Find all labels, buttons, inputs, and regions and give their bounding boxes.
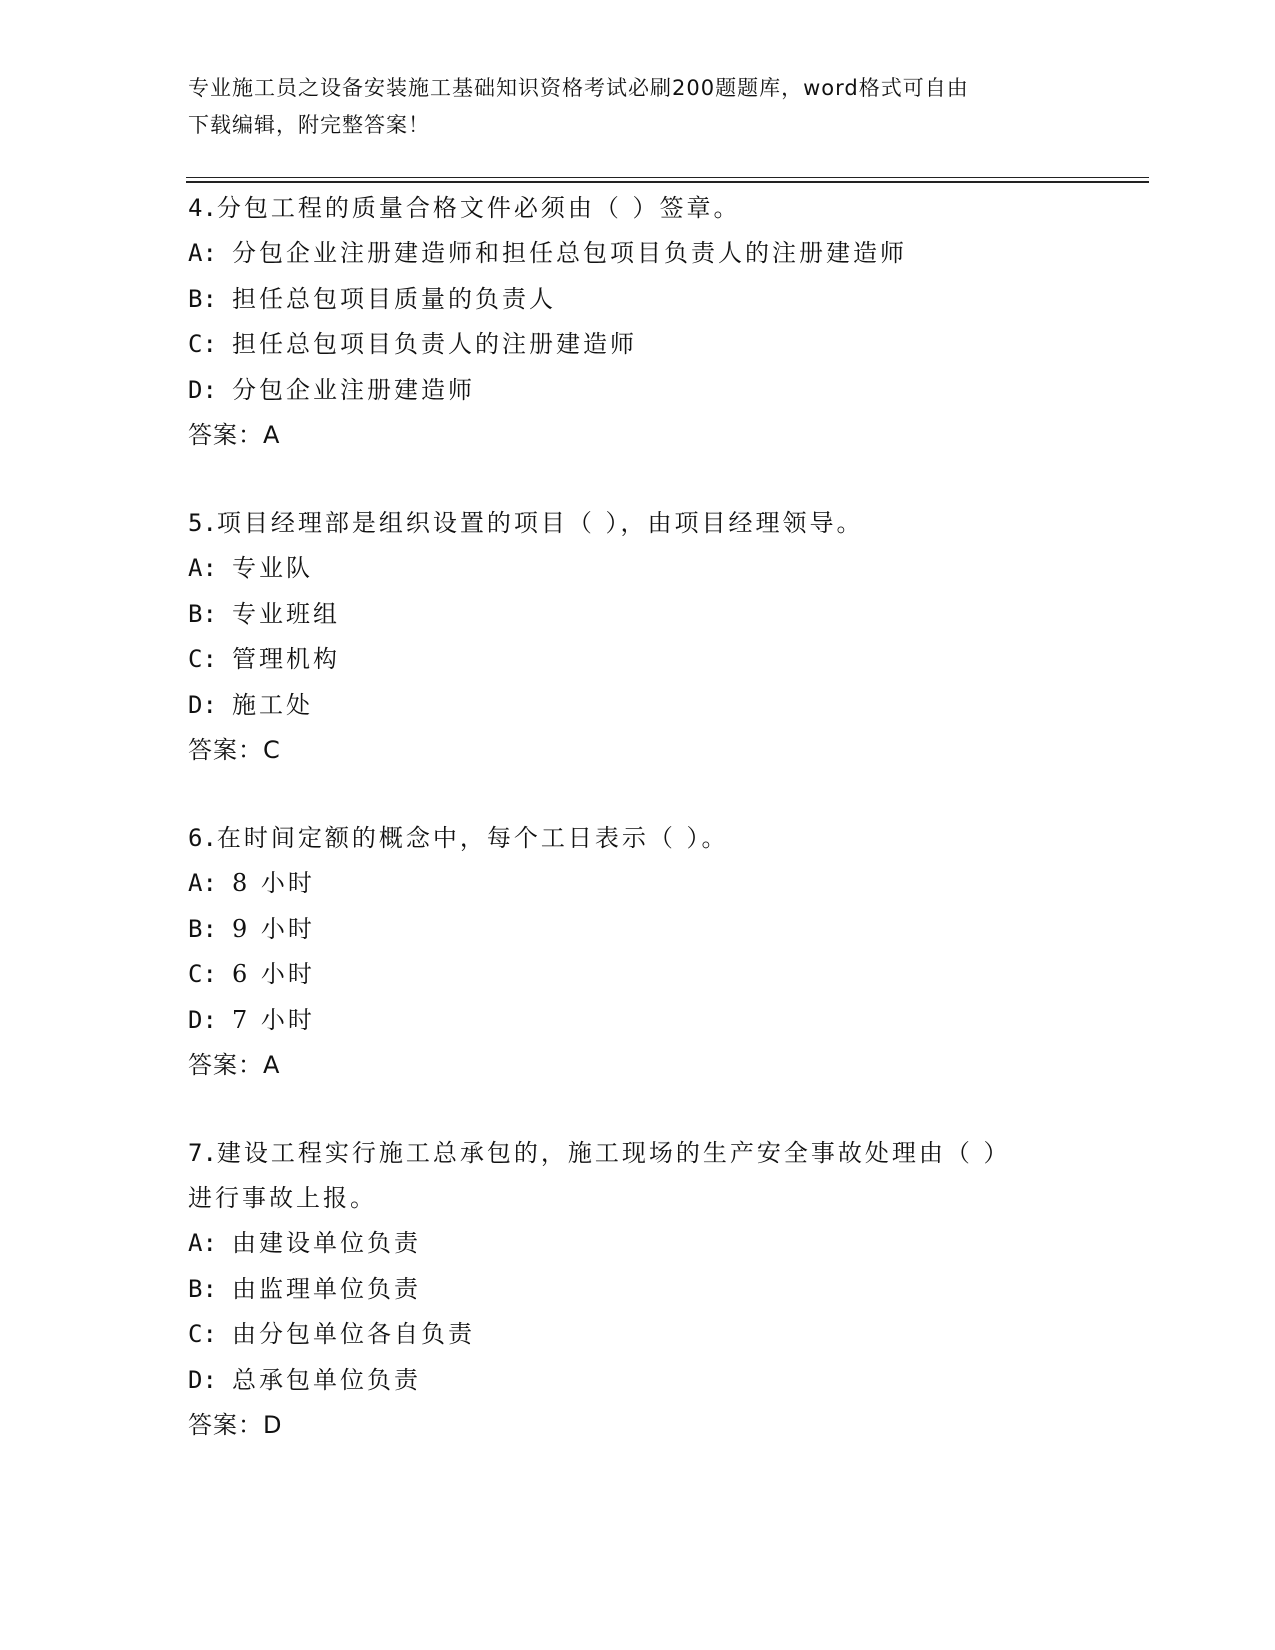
- question-stem: [188, 501, 1148, 546]
- option-a: [188, 861, 1148, 907]
- option-text: 专业队: [232, 554, 313, 582]
- option-b: [188, 907, 1148, 953]
- header-divider-thick: [186, 181, 1149, 183]
- header-divider-thin: [186, 177, 1149, 178]
- question-stem: [188, 186, 1148, 231]
- option-key: B:: [188, 914, 217, 943]
- option-text: 专业班组: [232, 599, 340, 628]
- question-stem: [188, 1131, 1148, 1176]
- option-key: D:: [188, 1365, 217, 1394]
- header-line-2: 下载编辑，附完整答案！: [188, 113, 430, 137]
- question-spacer: [188, 458, 1148, 501]
- header-line-1: 专业施工员之设备安装施工基础知识资格考试必刷200题题库，word格式可自由: [188, 76, 969, 100]
- option-key: D:: [188, 375, 217, 404]
- question-text: 分包工程的质量合格文件必须由（ ）签章。: [216, 194, 741, 222]
- question-spacer: [188, 1088, 1148, 1131]
- option-c: [188, 952, 1148, 998]
- option-d: [188, 368, 1148, 414]
- option-key: D:: [188, 1005, 217, 1034]
- question-number: 6.: [188, 824, 217, 852]
- question-text: 项目经理部是组织设置的项目（ ），由项目经理领导。: [216, 509, 864, 537]
- question-text: 在时间定额的概念中，每个工日表示（ ）。: [216, 824, 729, 852]
- question-number: 7.: [188, 1139, 217, 1167]
- option-key: C:: [188, 645, 217, 673]
- option-key: A:: [188, 239, 217, 267]
- option-a: [188, 1221, 1148, 1267]
- option-key: C:: [188, 1320, 217, 1348]
- option-key: A:: [188, 1229, 217, 1257]
- option-text: 管理机构: [232, 645, 340, 673]
- option-text: 总承包单位负责: [232, 1365, 421, 1394]
- question-number: 4.: [188, 194, 217, 222]
- question-5: [188, 501, 1148, 773]
- option-text: 由监理单位负责: [232, 1274, 421, 1303]
- question-7: [188, 1131, 1148, 1448]
- option-key: A:: [188, 554, 217, 582]
- option-key: B:: [188, 284, 217, 313]
- option-text: 分包企业注册建造师和担任总包项目负责人的注册建造师: [232, 239, 907, 267]
- document-header: [188, 70, 1088, 144]
- option-key: C:: [188, 960, 217, 988]
- option-text: 施工处: [232, 690, 313, 719]
- answer-line: 答案：A: [188, 1051, 281, 1079]
- option-key: A:: [188, 869, 217, 897]
- option-key: B:: [188, 1274, 217, 1303]
- option-text: 分包企业注册建造师: [232, 375, 475, 404]
- option-text: 9 小时: [232, 914, 315, 943]
- option-text: 担任总包项目质量的负责人: [232, 284, 556, 313]
- option-d: [188, 683, 1148, 729]
- question-6: [188, 816, 1148, 1088]
- question-stem: [188, 816, 1148, 861]
- option-c: [188, 322, 1148, 368]
- answer-line: 答案：D: [188, 1411, 283, 1439]
- option-a: [188, 231, 1148, 277]
- option-b: [188, 1267, 1148, 1313]
- option-text: 由分包单位各自负责: [232, 1320, 475, 1348]
- question-4: [188, 186, 1148, 458]
- question-number: 5.: [188, 509, 217, 537]
- option-d: [188, 1358, 1148, 1404]
- option-b: [188, 277, 1148, 323]
- question-text: 建设工程实行施工总承包的，施工现场的生产安全事故处理由（ ）: [216, 1139, 1011, 1167]
- option-text: 8 小时: [232, 869, 315, 897]
- question-stem-continuation: 进行事故上报。: [188, 1184, 377, 1212]
- option-text: 担任总包项目负责人的注册建造师: [232, 330, 637, 358]
- option-c: [188, 637, 1148, 683]
- option-c: [188, 1312, 1148, 1358]
- option-key: D:: [188, 690, 217, 719]
- option-text: 由建设单位负责: [232, 1229, 421, 1257]
- answer-line: 答案：C: [188, 736, 281, 764]
- option-key: C:: [188, 330, 217, 358]
- option-a: [188, 546, 1148, 592]
- option-text: 7 小时: [232, 1005, 315, 1034]
- option-b: [188, 592, 1148, 638]
- option-key: B:: [188, 599, 217, 628]
- answer-line: 答案：A: [188, 421, 281, 449]
- option-d: [188, 998, 1148, 1044]
- option-text: 6 小时: [232, 960, 315, 988]
- question-spacer: [188, 773, 1148, 816]
- question-list: [188, 186, 1148, 1448]
